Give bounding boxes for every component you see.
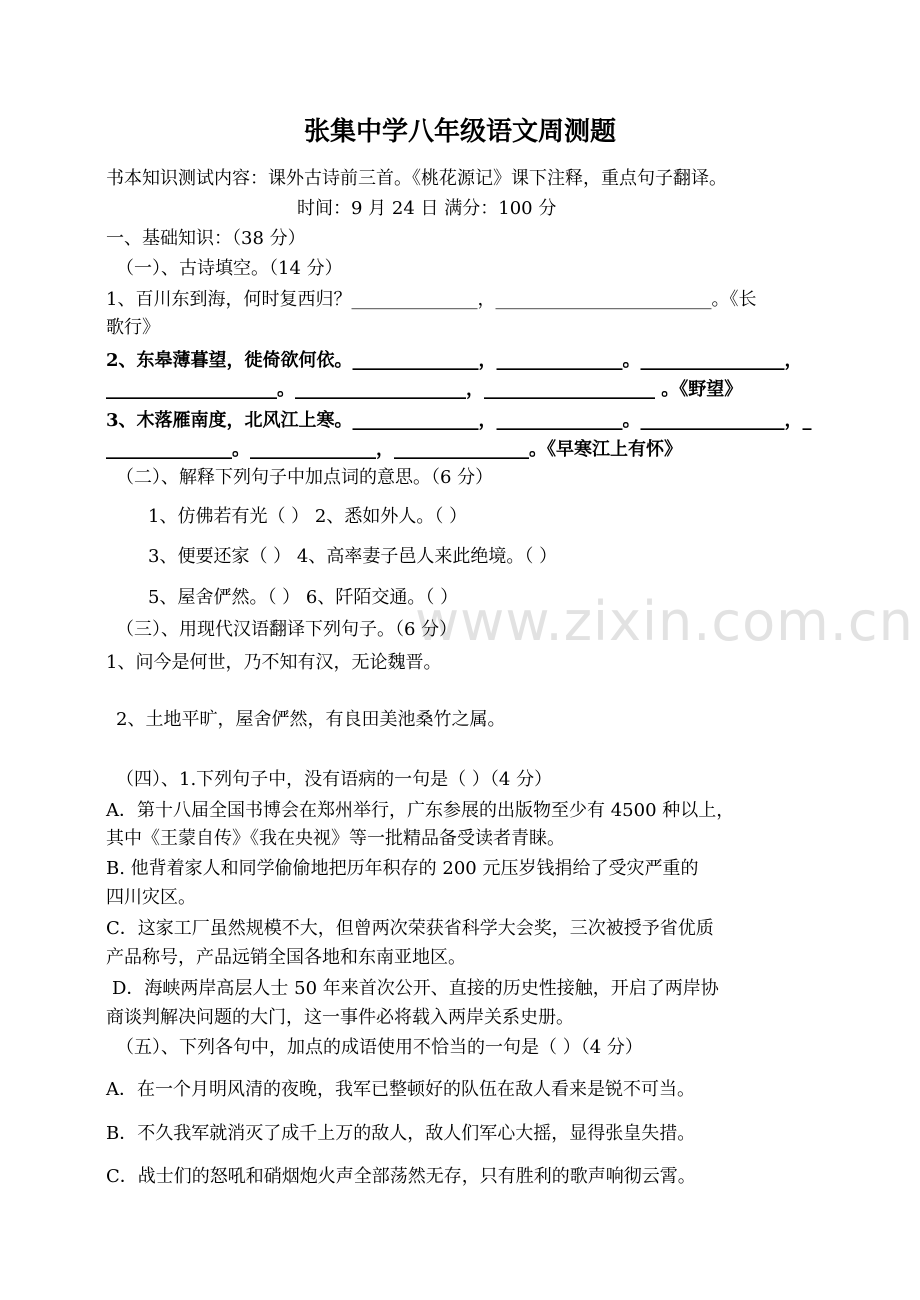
explain-row2: 3、便要还家（ ） 4、高率妻子邑人来此绝境。（ ） <box>148 546 558 567</box>
translate-q2: 2、土地平旷，屋舍俨然，有良田美池桑竹之属。 <box>116 709 506 730</box>
page-title: 张集中学八年级语文周测题 <box>303 117 616 147</box>
time-score-line: 时间：9 月 24 日 满分：100 分 <box>297 198 557 219</box>
grammar-option-a-line1: A．第十八届全国书博会在郑州举行，广东参展的出版物至少有 4500 种以上， <box>106 800 735 821</box>
poetry-q3-line1: 3、木落雁南度，北风江上寒。______________，______________。________________，_ <box>106 410 812 431</box>
part-grammar-heading: （四）、1.下列句子中，没有语病的一句是（ ）（4 分） <box>116 769 553 790</box>
part-translate-heading: （三）、用现代汉语翻译下列句子。（6 分） <box>116 619 458 640</box>
grammar-option-d-line1: D．海峡两岸高层人士 50 年来首次公开、直接的历史性接触，开启了两岸协 <box>112 978 719 999</box>
explain-row3: 5、屋舍俨然。（ ） 6、阡陌交通。（ ） <box>148 587 459 608</box>
grammar-option-a-line2: 其中《王蒙自传》《我在央视》等一批精品备受读者青睐。 <box>106 828 565 849</box>
explain-row1: 1、仿佛若有光（ ） 2、悉如外人。（ ） <box>148 506 468 527</box>
grammar-option-b-line2: 四川灾区。 <box>106 887 196 908</box>
intro-line: 书本知识测试内容：课外古诗前三首。《桃花源记》课下注释，重点句子翻译。 <box>106 168 727 189</box>
part-poetry-heading: （一）、古诗填空。（14 分） <box>116 258 343 279</box>
grammar-option-b-line1: B. 他背着家人和同学偷偷地把历年积存的 200 元压岁钱捐给了受灾严重的 <box>106 858 699 879</box>
poetry-q1-line2: 歌行》 <box>106 317 160 338</box>
poetry-q2-line2: ___________________。___________________，___________________ 。《野望》 <box>106 379 743 400</box>
section-basic-knowledge: 一、基础知识：（38 分） <box>106 228 306 249</box>
part-idiom-heading: （五）、下列各句中，加点的成语使用不恰当的一句是（ ）（4 分） <box>116 1037 643 1058</box>
grammar-option-c-line1: C．这家工厂虽然规模不大，但曾两次荣获省科学大会奖，三次被授予省优质 <box>106 918 714 939</box>
grammar-option-d-line2: 商谈判解决问题的大门，这一事件必将载入两岸关系史册。 <box>106 1007 574 1028</box>
watermark: www.zixin.com.cn <box>415 590 914 653</box>
poetry-q2-line1: 2、东皋薄暮望，徙倚欲何依。______________，______________。________________， <box>106 350 803 371</box>
part-explain-heading: （二）、解释下列句子中加点词的意思。（6 分） <box>116 467 494 488</box>
translate-q1: 1、问今是何世，乃不知有汉，无论魏晋。 <box>106 652 442 673</box>
poetry-q1-line1: 1、百川东到海，何时复西归？______________，________________________。《长 <box>106 289 757 310</box>
grammar-option-c-line2: 产品称号，产品远销全国各地和东南亚地区。 <box>106 947 466 968</box>
poetry-q3-line2: ______________。______________，_______________。《早寒江上有怀》 <box>106 439 682 460</box>
idiom-option-a: A．在一个月明风清的夜晚，我军已整顿好的队伍在敌人看来是锐不可当。 <box>106 1079 695 1100</box>
idiom-option-b: B．不久我军就消灭了成千上万的敌人，敌人们军心大摇，显得张皇失措。 <box>106 1123 696 1144</box>
idiom-option-c: C．战士们的怒吼和硝烟炮火声全部荡然无存，只有胜利的歌声响彻云霄。 <box>106 1166 696 1187</box>
